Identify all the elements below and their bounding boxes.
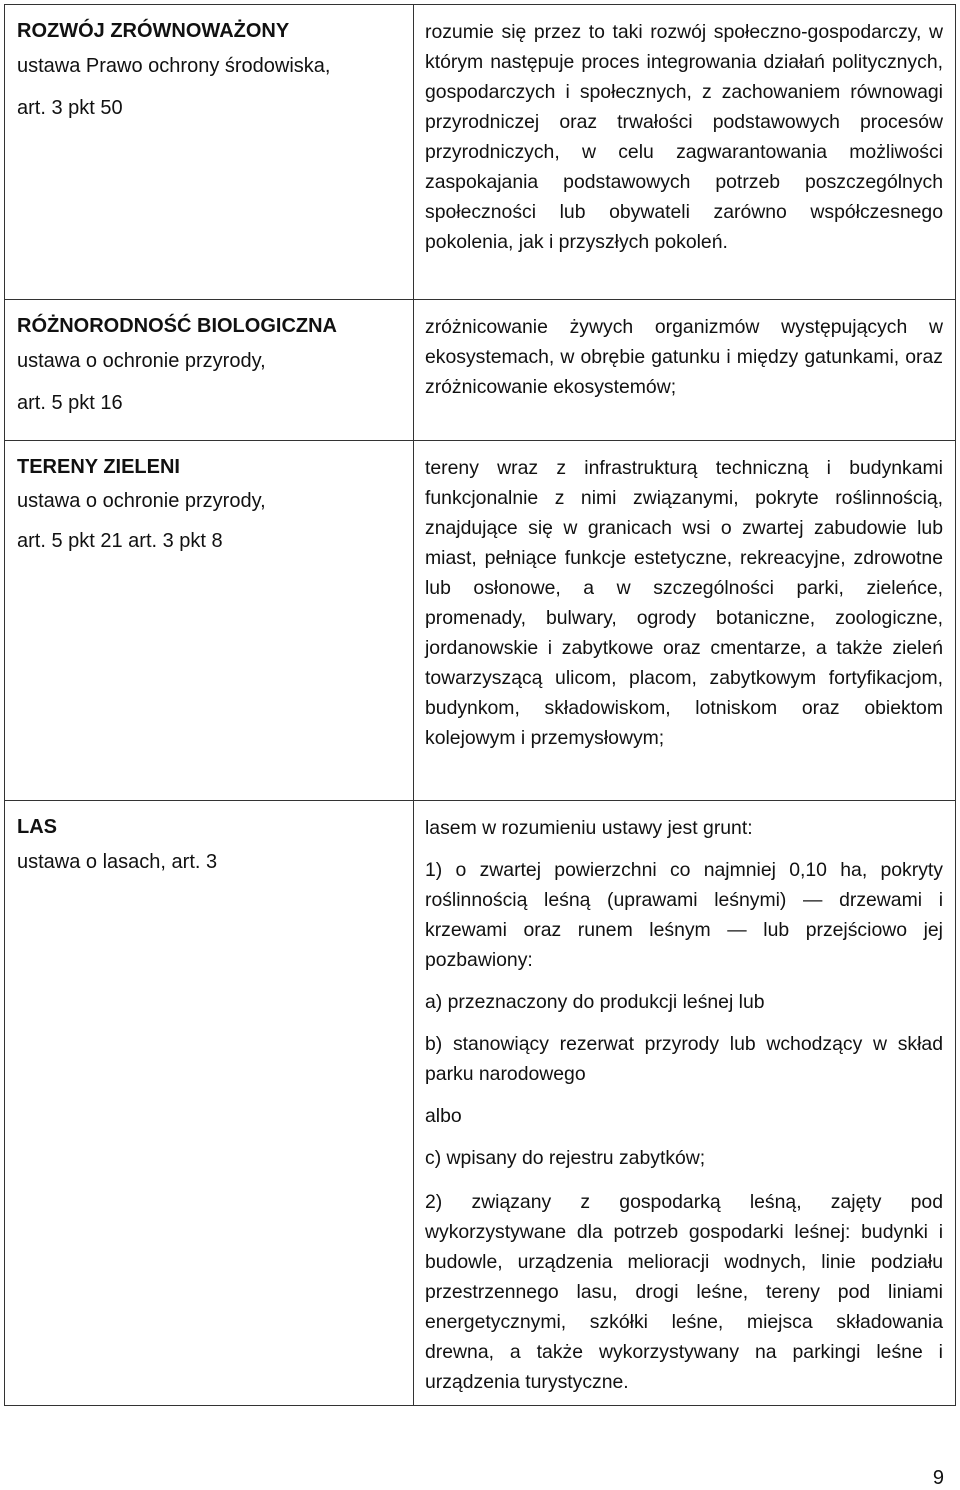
definition-cell <box>414 441 956 801</box>
table-row <box>5 300 956 441</box>
term-cell <box>5 300 414 441</box>
term-cell <box>5 5 414 300</box>
table-row <box>5 801 956 1406</box>
definition-text: rozumie się przez to taki rozwój społeczno-gospodarczy, w którym następuje proces integrowania działań politycznych, gospodarczych i społecznych, z zachowaniem równowagi przyrodniczej oraz trwałości podstawowych procesów przyrodniczych, w celu zagwarantowania możliwości zaspokajania podstawowych potrzeb poszczególnych społeczności lub obywateli zarówno współczesnego pokolenia, jak i przyszłych pokoleń. <box>425 21 943 253</box>
term-cell <box>5 441 414 801</box>
definition-text: 1) o zwartej powierzchni co najmniej 0,10 ha, pokryty roślinnością leśną (uprawami leśnymi) — drzewami i krzewami oraz runem leśnym — lub przejściowo jej pozbawiony: <box>425 859 943 971</box>
term-title: ROZWÓJ ZRÓWNOWAŻONY <box>17 20 290 42</box>
definition-text: c) wpisany do rejestru zabytków; <box>425 1147 706 1169</box>
term-source: art. 5 pkt 16 <box>17 392 123 414</box>
term-cell <box>5 801 414 1406</box>
definition-text: 2) związany z gospodarką leśną, zajęty pod wykorzystywane dla potrzeb gospodarki leśnej: budynki i budowle, urządzenia melioracji wodnych, linie podziału przestrzennego lasu, drogi leśne, tereny pod liniami energetycznymi, szkółki leśne, miejsca składowania drewna, a także wykorzystywany na parkingi leśne i urządzenia turystyczne. <box>425 1191 943 1393</box>
term-title: LAS <box>17 816 57 838</box>
term-title: RÓŻNORODNOŚĆ BIOLOGICZNA <box>17 315 337 337</box>
definition-text: tereny wraz z infrastrukturą techniczną i budynkami funkcjonalnie z nimi związanymi, pokryte roślinnością, znajdujące się w granicach wsi o zwartej zabudowie lub miast, pełniące funkcje estetyczne, rekreacyjne, zdrowotne lub osłonowe, a w szczególności parki, zieleńce, promenady, bulwary, ogrody botaniczne, zoologiczne, jordanowskie i zabytkowe oraz cmentarze, a także zieleń towarzyszącą ulicom, placom, zabytkowym fortyfikacjom, budynkom, składowiskom, lotniskom oraz obiektom kolejowym i przemysłowym; <box>425 457 943 749</box>
term-source: ustawa o ochronie przyrody, <box>17 490 266 512</box>
term-source: ustawa o ochronie przyrody, <box>17 350 266 372</box>
term-title: TERENY ZIELENI <box>17 456 180 478</box>
definition-cell <box>414 300 956 441</box>
definitions-table <box>4 4 956 1406</box>
definition-text: zróżnicowanie żywych organizmów występujących w ekosystemach, w obrębie gatunku i między gatunkami, oraz zróżnicowanie ekosystemów; <box>425 316 943 398</box>
table-row <box>5 441 956 801</box>
term-source: art. 5 pkt 21 art. 3 pkt 8 <box>17 530 223 552</box>
table-row <box>5 5 956 300</box>
term-source: ustawa Prawo ochrony środowiska, <box>17 55 331 77</box>
definition-text: albo <box>425 1105 462 1127</box>
definition-cell <box>414 5 956 300</box>
definition-cell <box>414 801 956 1406</box>
definition-text: b) stanowiący rezerwat przyrody lub wchodzący w skład parku narodowego <box>425 1033 943 1085</box>
term-source: art. 3 pkt 50 <box>17 97 123 119</box>
page-number: 9 <box>932 1467 944 1489</box>
definition-text: lasem w rozumieniu ustawy jest grunt: <box>425 817 753 839</box>
definition-text: a) przeznaczony do produkcji leśnej lub <box>425 991 765 1013</box>
term-source: ustawa o lasach, art. 3 <box>17 851 218 873</box>
